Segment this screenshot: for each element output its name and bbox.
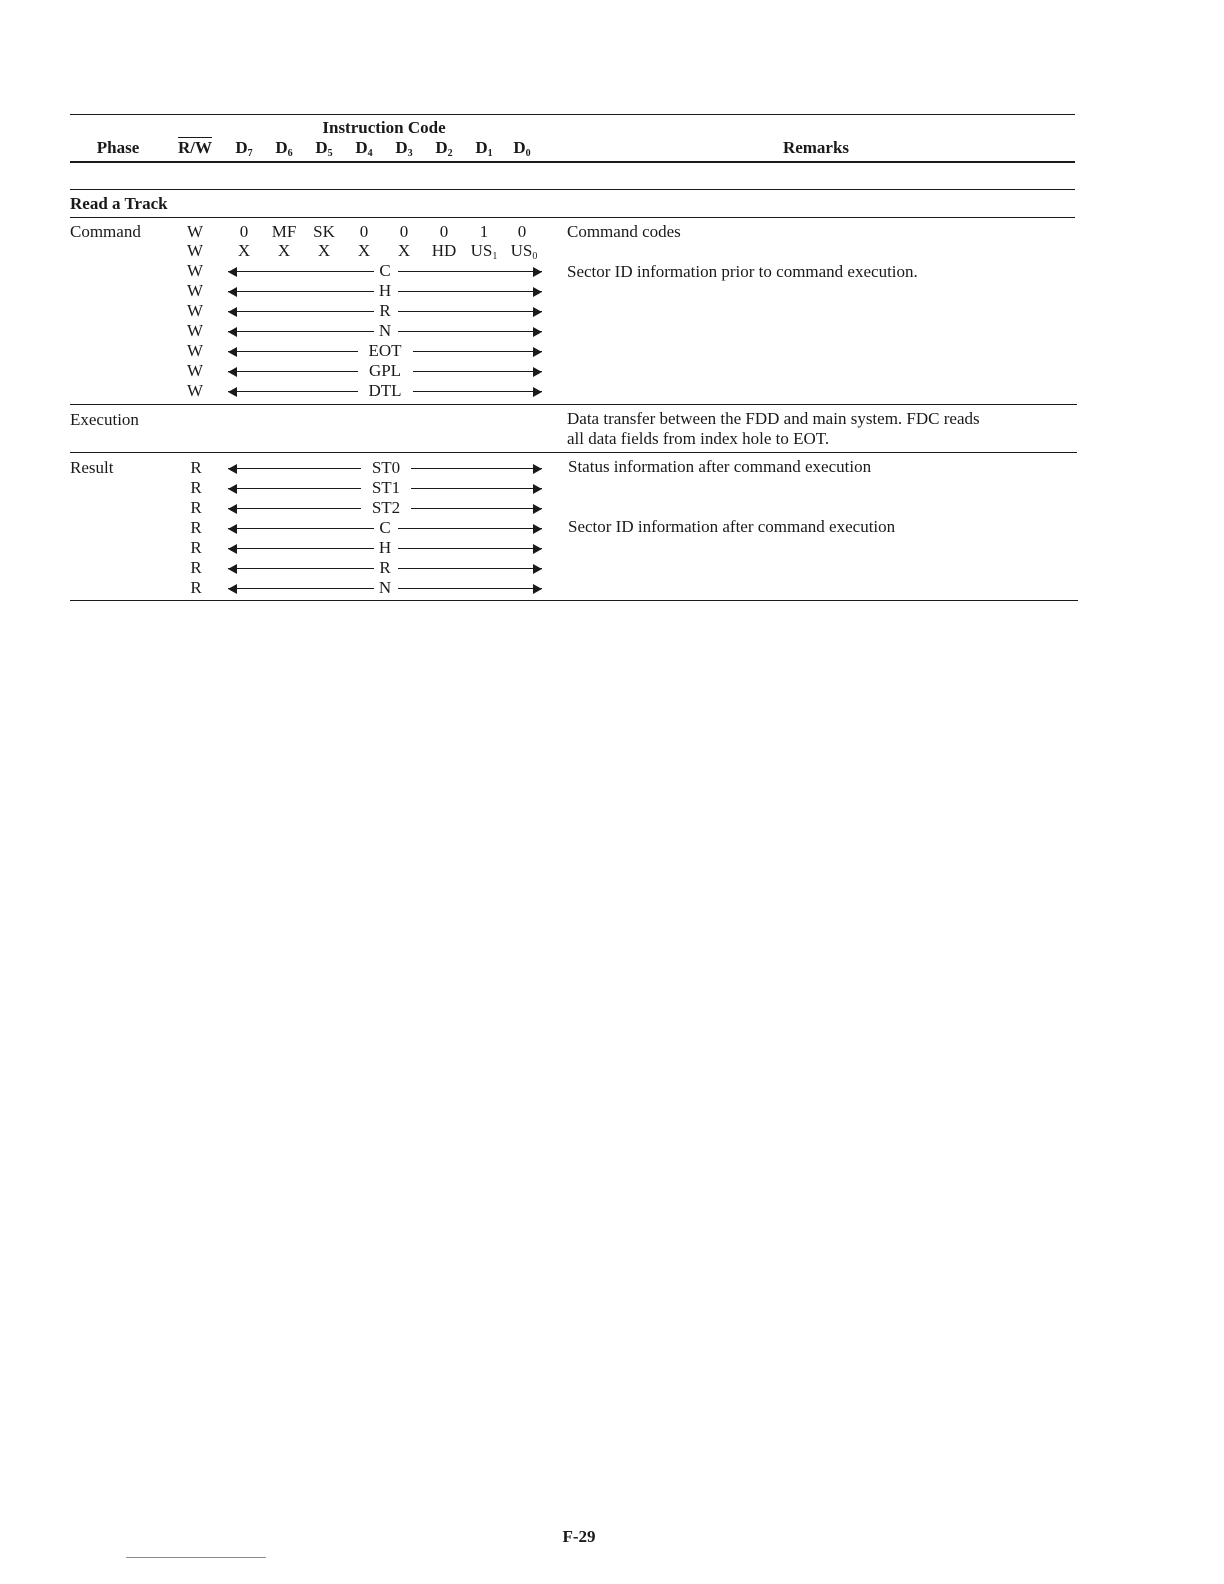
cmd-bit-d0: 0 — [517, 222, 527, 241]
result-arrow-c: C — [228, 518, 542, 538]
bit-heading-d6: $D_6$ — [275, 138, 293, 159]
result-remark-status: Status information after command execution — [568, 457, 872, 476]
result-phase-label: Result — [70, 458, 114, 477]
header-top-rule — [70, 114, 1075, 115]
result-arrow-n: N — [228, 578, 542, 598]
field-arrow-c: C — [228, 261, 542, 281]
command-rw-5: W — [186, 301, 204, 320]
bit-heading-d5: $D_5$ — [315, 138, 333, 159]
command-remark-sector-id: Sector ID information prior to command execution. — [567, 262, 918, 281]
cmd-bit-d1: 1 — [479, 222, 489, 241]
field-arrow-gpl: GPL — [228, 361, 542, 381]
field-arrow-n: N — [228, 321, 542, 341]
cmd-bit-d4: 0 — [359, 222, 369, 241]
execution-phase-label: Execution — [70, 410, 139, 429]
result-rw-7: R — [190, 578, 202, 597]
cmd2-bit-d5: X — [317, 241, 331, 260]
result-arrow-h: H — [228, 538, 542, 558]
field-arrow-dtl: DTL — [228, 381, 542, 401]
result-top-rule — [70, 452, 1077, 453]
result-rw-5: R — [190, 538, 202, 557]
cmd-bit-d3: 0 — [399, 222, 409, 241]
execution-top-rule — [70, 404, 1077, 405]
remarks-heading: Remarks — [782, 138, 850, 157]
cmd2-bit-d7: X — [237, 241, 251, 260]
cmd2-bit-d6: X — [277, 241, 291, 260]
result-arrow-st1: ST1 — [228, 478, 542, 498]
command-rw-2: W — [186, 241, 204, 260]
result-remark-sector-id: Sector ID information after command execution — [568, 517, 896, 536]
result-rw-4: R — [190, 518, 202, 537]
command-phase-label: Command — [70, 222, 141, 241]
result-rw-6: R — [190, 558, 202, 577]
result-rw-2: R — [190, 478, 202, 497]
command-remark-codes: Command codes — [567, 222, 681, 241]
execution-remark-line2: all data fields from index hole to EOT. — [567, 429, 830, 448]
cmd-bit-d5: SK — [313, 222, 335, 241]
result-arrow-r: R — [228, 558, 542, 578]
phase-heading: Phase — [96, 138, 140, 157]
bit-heading-d2: $D_2$ — [435, 138, 453, 159]
command-rw-6: W — [186, 321, 204, 340]
instruction-code-heading: Instruction Code — [322, 118, 446, 137]
execution-remark-line1: Data transfer between the FDD and main system. FDC reads — [567, 409, 980, 428]
command-rw-1: W — [186, 222, 204, 241]
cmd-bit-d2: 0 — [439, 222, 449, 241]
command-rw-9: W — [186, 381, 204, 400]
result-rw-3: R — [190, 498, 202, 517]
rw-heading: R/W — [178, 138, 212, 157]
result-arrow-st2: ST2 — [228, 498, 542, 518]
cmd2-bit-d2: HD — [431, 241, 457, 260]
command-rw-8: W — [186, 361, 204, 380]
section-title: Read a Track — [70, 194, 168, 213]
bit-heading-d0: $D_0$ — [513, 138, 531, 159]
cmd-bit-d6: MF — [271, 222, 297, 241]
command-rw-3: W — [186, 261, 204, 280]
field-arrow-h: H — [228, 281, 542, 301]
result-arrow-st0: ST0 — [228, 458, 542, 478]
cmd2-bit-d1: $US_1$ — [470, 241, 498, 262]
section-top-rule — [70, 189, 1075, 190]
footer-rule — [126, 1557, 266, 1558]
command-rw-7: W — [186, 341, 204, 360]
cmd2-bit-d3: X — [397, 241, 411, 260]
bit-heading-d1: $D_1$ — [475, 138, 493, 159]
result-rw-1: R — [190, 458, 202, 477]
page-number: F-29 — [562, 1527, 596, 1546]
field-arrow-eot: EOT — [228, 341, 542, 361]
command-rw-4: W — [186, 281, 204, 300]
field-arrow-r: R — [228, 301, 542, 321]
table-bottom-rule — [70, 600, 1078, 601]
header-bottom-rule — [70, 161, 1075, 163]
cmd-bit-d7: 0 — [239, 222, 249, 241]
bit-heading-d7: $D_7$ — [235, 138, 253, 159]
cmd2-bit-d4: X — [357, 241, 371, 260]
bit-heading-d3: $D_3$ — [395, 138, 413, 159]
section-bottom-rule — [70, 217, 1075, 218]
bit-heading-d4: $D_4$ — [355, 138, 373, 159]
cmd2-bit-d0: $US_0$ — [510, 241, 538, 262]
